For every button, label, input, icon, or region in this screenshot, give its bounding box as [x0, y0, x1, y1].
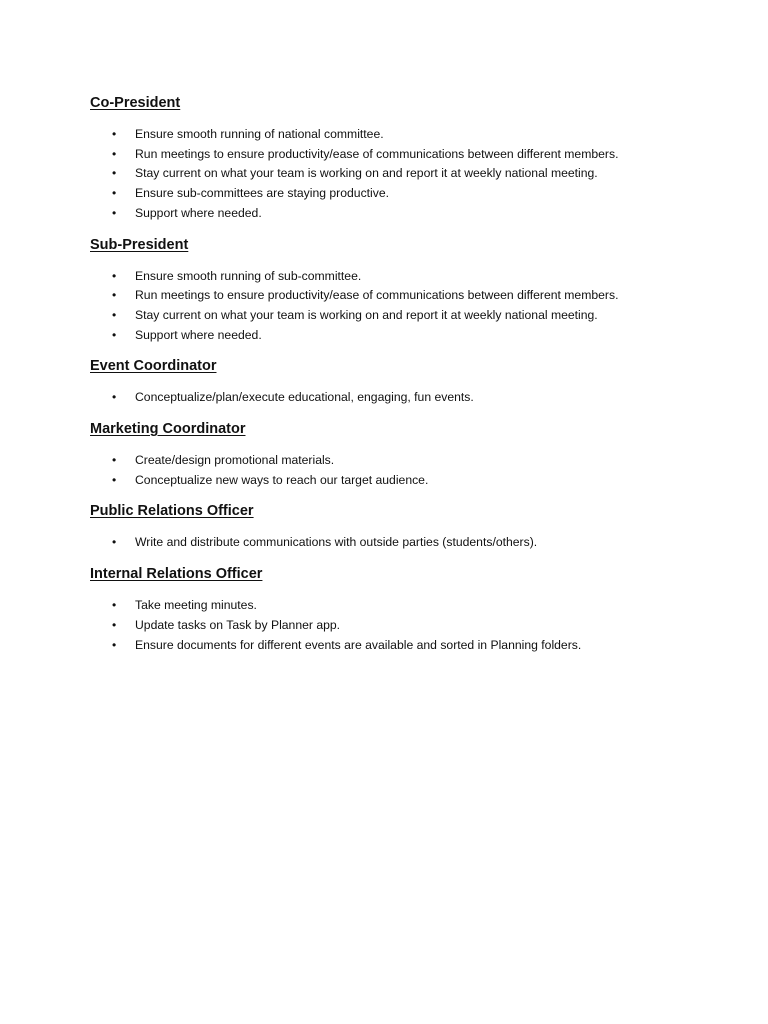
list-item: [90, 388, 710, 408]
bullet-list: [90, 267, 710, 346]
section-heading: Internal Relations Officer: [90, 566, 263, 583]
bullet-icon: •: [112, 205, 117, 220]
bullet-icon: •: [112, 127, 117, 141]
list-item-text: Support where needed.: [135, 205, 262, 220]
list-item: [90, 616, 710, 636]
document-content: [90, 93, 710, 666]
bullet-icon: •: [112, 327, 117, 342]
section-internal-relations-officer: [90, 564, 710, 655]
list-item: [90, 125, 710, 145]
bullet-icon: •: [112, 453, 117, 468]
bullet-icon: •: [112, 307, 117, 322]
bullet-icon: •: [112, 186, 117, 201]
section-co-president: [90, 93, 710, 224]
section-marketing-coordinator: [90, 419, 710, 490]
list-item: [90, 145, 710, 165]
bullet-icon: •: [112, 598, 117, 613]
list-item: [90, 267, 710, 287]
list-item: [90, 204, 710, 224]
bullet-icon: •: [112, 390, 117, 405]
list-item-text: Ensure documents for different events are available and sorted in Planning folders.: [135, 637, 582, 652]
bullet-list: [90, 451, 710, 490]
list-item: [90, 306, 710, 326]
bullet-icon: •: [112, 472, 117, 487]
section-event-coordinator: [90, 356, 710, 408]
list-item: [90, 164, 710, 184]
list-item-text: Create/design promotional materials.: [135, 453, 335, 468]
bullet-list: [90, 125, 710, 224]
list-item-text: Run meetings to ensure productivity/ease of communications between different members.: [135, 146, 619, 161]
bullet-icon: •: [112, 637, 117, 652]
list-item: [90, 326, 710, 346]
list-item-text: Ensure smooth running of sub-committee.: [135, 268, 362, 283]
list-item-text: Run meetings to ensure productivity/ease of communications between different members.: [135, 288, 619, 303]
list-item-text: Stay current on what your team is working on and report it at weekly national meeting.: [135, 166, 598, 181]
list-item: [90, 184, 710, 204]
list-item-text: Conceptualize new ways to reach our target audience.: [135, 472, 429, 487]
section-heading: Marketing Coordinator: [90, 421, 246, 438]
list-item-text: Take meeting minutes.: [135, 598, 257, 613]
list-item-text: Stay current on what your team is working on and report it at weekly national meeting.: [135, 307, 598, 322]
list-item: [90, 596, 710, 616]
bullet-icon: •: [112, 146, 117, 161]
bullet-list: [90, 533, 710, 553]
bullet-icon: •: [112, 288, 117, 303]
list-item-text: Write and distribute communications with outside parties (students/others).: [135, 535, 538, 550]
bullet-list: [90, 388, 710, 408]
section-public-relations-officer: [90, 501, 710, 553]
list-item-text: Update tasks on Task by Planner app.: [135, 617, 341, 632]
section-heading: Co-President: [90, 95, 181, 111]
bullet-icon: •: [112, 166, 117, 181]
list-item: [90, 471, 710, 491]
section-sub-president: [90, 235, 710, 346]
bullet-list: [90, 596, 710, 655]
list-item: [90, 286, 710, 306]
section-heading: Event Coordinator: [90, 358, 217, 375]
list-item: [90, 636, 710, 656]
section-heading: Public Relations Officer: [90, 503, 254, 520]
list-item-text: Ensure smooth running of national committee.: [135, 127, 384, 141]
bullet-icon: •: [112, 535, 117, 550]
section-heading: Sub-President: [90, 236, 189, 253]
list-item-text: Ensure sub-committees are staying productive.: [135, 186, 390, 201]
bullet-icon: •: [112, 617, 117, 632]
bullet-icon: •: [112, 268, 117, 283]
list-item: [90, 451, 710, 471]
list-item-text: Support where needed.: [135, 327, 262, 342]
list-item: [90, 533, 710, 553]
list-item-text: Conceptualize/plan/execute educational, engaging, fun events.: [135, 390, 474, 405]
